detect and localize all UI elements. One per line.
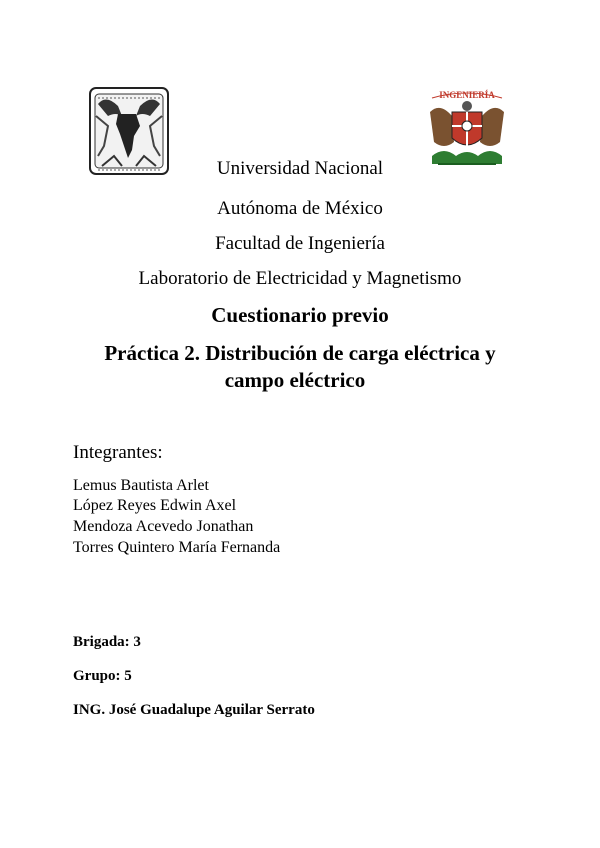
header-faculty: Facultad de Ingeniería xyxy=(215,233,385,254)
header-laboratory: Laboratorio de Electricidad y Magnetismo xyxy=(138,268,462,289)
document-title: Cuestionario previo xyxy=(211,303,389,327)
teacher-info: ING. José Guadalupe Aguilar Serrato xyxy=(73,702,315,718)
brigade-info: Brigada: 3 xyxy=(73,634,141,650)
header-university: Universidad Nacional xyxy=(216,158,384,179)
member-name: Mendoza Acevedo Jonathan xyxy=(73,518,254,535)
member-name: Lemus Bautista Arlet xyxy=(73,477,209,494)
header-autonomous: Autónoma de México xyxy=(217,198,383,219)
member-name: Torres Quintero María Fernanda xyxy=(73,539,281,556)
fi-crest-banner: INGENIERÍA xyxy=(439,90,495,100)
practice-title-line2: campo eléctrico xyxy=(224,368,366,392)
member-name: López Reyes Edwin Axel xyxy=(73,497,237,514)
practice-title-line1: Práctica 2. Distribución de carga eléctrica y xyxy=(104,341,496,365)
group-info: Grupo: 5 xyxy=(73,668,132,684)
members-heading: Integrantes: xyxy=(73,442,163,463)
